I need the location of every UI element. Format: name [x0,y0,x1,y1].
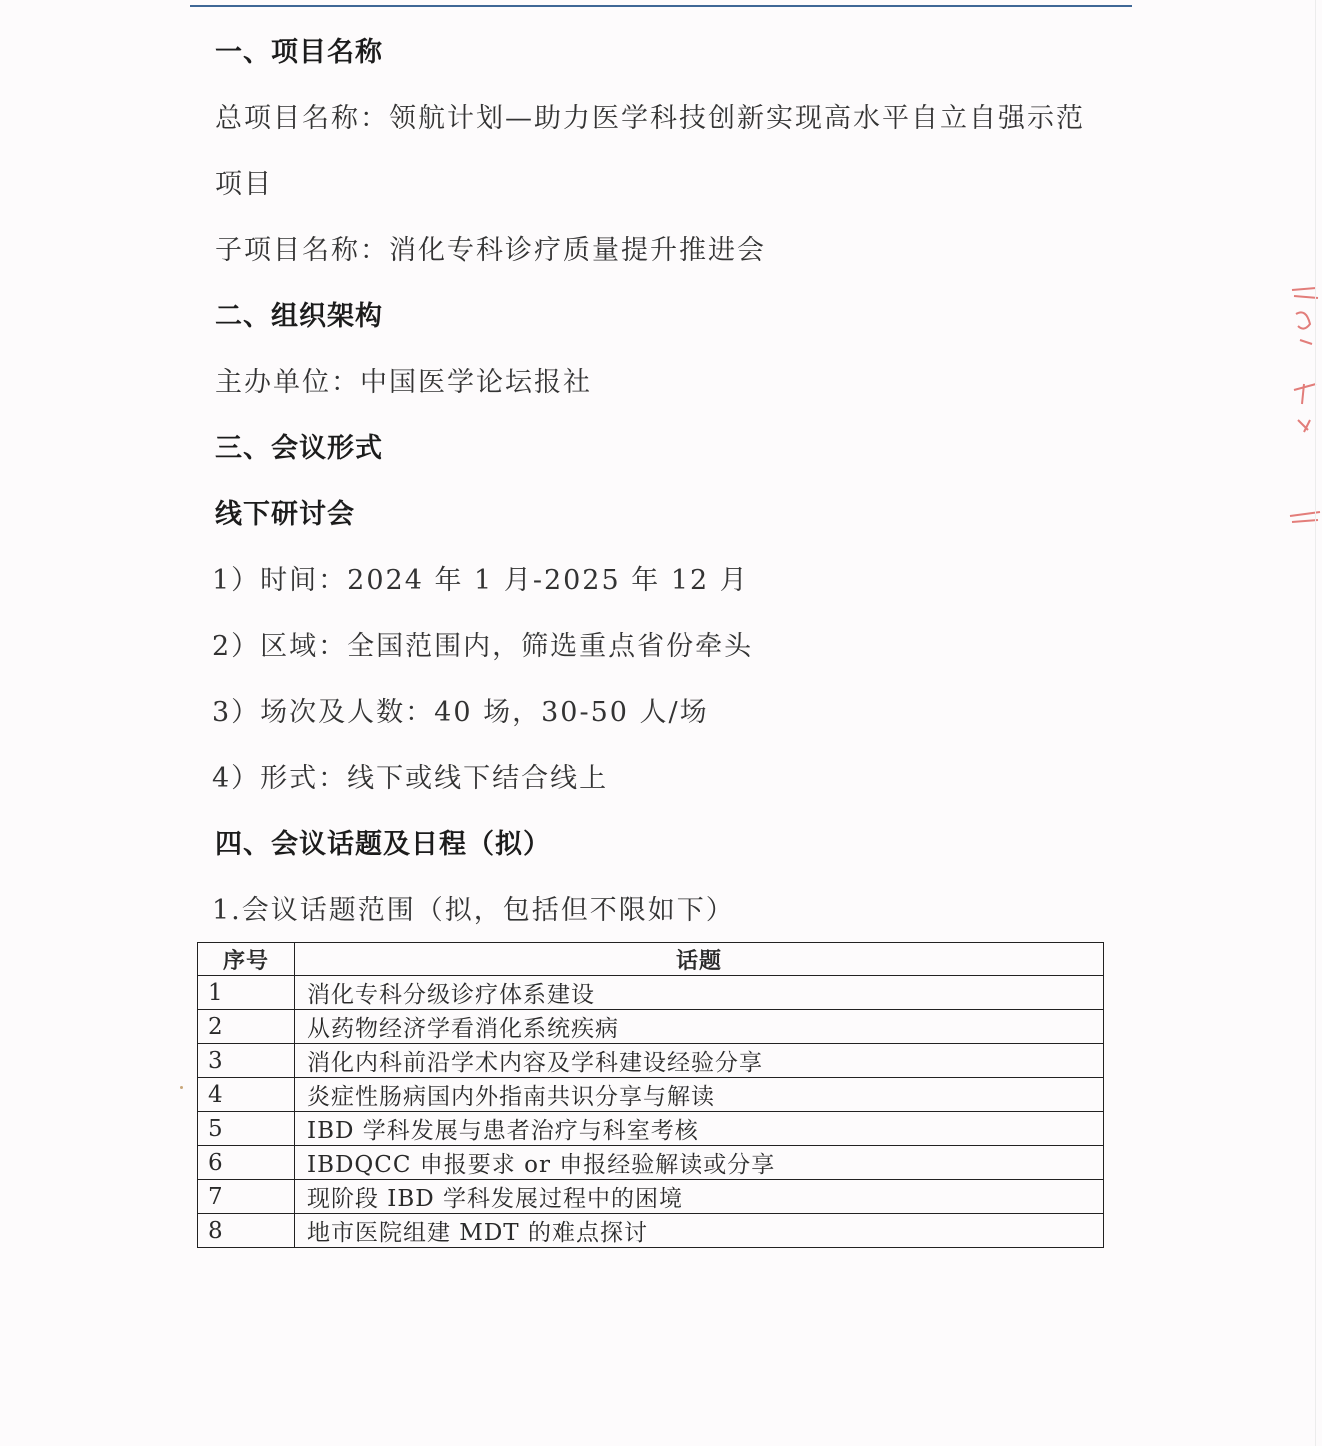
meeting-type-subheading: 线下研讨会 [215,499,355,530]
row-topic: 消化内科前沿学术内容及学科建设经验分享 [295,1044,1104,1078]
seal-fragment-icon [1286,280,1322,540]
section-4-heading: 四、会议话题及日程（拟） [215,829,551,860]
table-row [198,1180,1104,1214]
header-number: 序号 [198,943,295,976]
project-name-line: 总项目名称：领航计划—助力医学科技创新实现高水平自立自强示范 [215,103,1085,134]
row-topic: IBDQCC 申报要求 or 申报经验解读或分享 [295,1146,1104,1180]
section-3-heading: 三、会议形式 [215,433,383,464]
section-1-heading: 一、项目名称 [215,37,383,68]
row-topic: 地市医院组建 MDT 的难点探讨 [295,1214,1104,1248]
row-number: 7 [198,1180,295,1214]
row-number: 1 [198,976,295,1010]
topics-table [197,942,1104,1248]
table-row [198,976,1104,1010]
row-number: 8 [198,1214,295,1248]
table-row [198,1078,1104,1112]
meeting-sessions-item: 3）场次及人数：40 场，30-50 人/场 [212,697,709,728]
row-number: 4 [198,1078,295,1112]
project-name-continuation: 项目 [215,169,273,200]
row-topic: 消化专科分级诊疗体系建设 [295,976,1104,1010]
table-row [198,1112,1104,1146]
subproject-name-line: 子项目名称：消化专科诊疗质量提升推进会 [215,235,766,266]
row-number: 5 [198,1112,295,1146]
meeting-format-item: 4）形式：线下或线下结合线上 [212,763,609,794]
section-2-heading: 二、组织架构 [215,301,383,332]
row-topic: IBD 学科发展与患者治疗与科室考核 [295,1112,1104,1146]
topic-scope-subheading: 1.会议话题范围（拟，包括但不限如下） [212,895,735,926]
meeting-region-item: 2）区域：全国范围内，筛选重点省份牵头 [212,631,754,662]
table-row [198,1146,1104,1180]
header-rule [190,5,1132,7]
row-topic: 从药物经济学看消化系统疾病 [295,1010,1104,1044]
row-number: 2 [198,1010,295,1044]
scan-speck [180,1086,183,1089]
table-header-row [198,943,1104,976]
header-topic: 话题 [295,943,1104,976]
page-edge-shadow [1315,0,1316,1446]
row-number: 3 [198,1044,295,1078]
organizer-line: 主办单位：中国医学论坛报社 [215,367,592,398]
table-row [198,1214,1104,1248]
row-number: 6 [198,1146,295,1180]
row-topic: 现阶段 IBD 学科发展过程中的困境 [295,1180,1104,1214]
row-topic: 炎症性肠病国内外指南共识分享与解读 [295,1078,1104,1112]
table-row [198,1010,1104,1044]
table-row [198,1044,1104,1078]
meeting-time-item: 1）时间：2024 年 1 月-2025 年 12 月 [212,565,749,596]
